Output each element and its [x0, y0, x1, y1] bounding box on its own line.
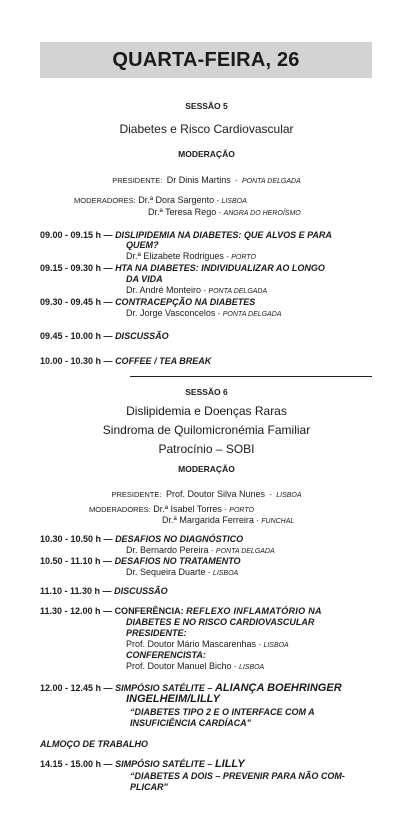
session6-title-line1: Dislipidemia e Doenças Raras: [126, 404, 287, 418]
item-time: 11.30 - 12.00 h —: [40, 606, 113, 616]
schedule-item: [40, 606, 322, 616]
item-place: LISBOA: [212, 570, 239, 577]
session5-title: Diabetes e Risco Cardiovascular: [119, 122, 294, 136]
lunch-label: ALMOÇO DE TRABALHO: [40, 739, 148, 749]
item-quote-line2: INSUFICIÊNCIA CARDÍACA": [130, 718, 251, 728]
item-title: DESAFIOS NO TRATAMENTO: [114, 556, 241, 566]
conference-prefix: CONFERÊNCIA:: [114, 606, 184, 616]
president-place: LISBOA: [276, 492, 302, 499]
president-label: PRESIDENTE:: [111, 490, 162, 499]
session6-title-line3: Patrocínio – SOBI: [158, 442, 255, 456]
item-title-cont: DA VIDA: [126, 274, 163, 284]
item-title: COFFEE / TEA BREAK: [115, 356, 212, 366]
day-title: QUARTA-FEIRA, 26: [112, 48, 300, 71]
item-title: DESAFIOS NO DIAGNÓSTICO: [115, 534, 244, 544]
moderator2-place: ANGRA DO HEROÍSMO: [223, 210, 301, 217]
session6-moderation: MODERAÇÃO: [178, 464, 235, 474]
schedule-item: [40, 297, 255, 307]
moderators-label: MODERADORES:: [74, 196, 136, 205]
schedule-item: [40, 759, 245, 769]
president-place: PONTA DELGADA: [242, 178, 301, 185]
conference-president-place: LISBOA: [263, 642, 289, 649]
item-time: 09.00 - 09.15 h —: [40, 230, 113, 240]
session6-moderator2: Dr.ª Margarida Ferreira - FUNCHAL: [162, 515, 295, 525]
conference-lecturer-label: CONFERENCISTA:: [126, 650, 206, 660]
item-time: 10.30 - 10.50 h —: [40, 534, 113, 544]
symposium-prefix: SIMPÓSIO SATÉLITE –: [115, 759, 213, 769]
moderator2-place: FUNCHAL: [261, 518, 295, 525]
session5-president: PRESIDENTE: Dr Dinis Martins - PONTA DELGADA: [112, 175, 301, 185]
item-title: CONTRACEPÇÃO NA DIABETES: [115, 297, 256, 307]
item-time: 12.00 - 12.45 h —: [40, 683, 113, 693]
moderator1-place: LISBOA: [221, 198, 247, 205]
item-time: 11.10 - 11.30 h —: [40, 586, 112, 596]
item-quote-line1: “DIABETES TIPO 2 E O INTERFACE COM A: [130, 707, 315, 717]
president-label: PRESIDENTE:: [112, 176, 163, 185]
session6-title-line2: Sindroma de Quilomicronémia Familiar: [102, 423, 311, 437]
session5-moderation: MODERAÇÃO: [178, 149, 235, 159]
item-speaker: Dr. Jorge Vasconcelos: [126, 308, 216, 318]
moderator1-name: Dr.ª Dora Sargento: [138, 195, 215, 205]
item-title: LILLY: [214, 758, 245, 770]
item-speaker: Dr. Sequeira Duarte: [126, 567, 206, 577]
schedule-item: [40, 586, 168, 596]
item-time: 14.15 - 15.00 h —: [40, 759, 113, 769]
moderator2-name: Dr.ª Margarida Ferreira: [162, 515, 254, 525]
item-title-cont: QUEM?: [126, 240, 159, 250]
item-time: 09.15 - 09.30 h —: [40, 263, 113, 273]
session6-label: SESSÃO 6: [185, 387, 228, 397]
conference-president-label: PRESIDENTE:: [126, 628, 187, 638]
moderator1-place: PORTO: [229, 507, 254, 514]
item-speaker-row: Dr. Bernardo Pereira - PONTA DELGADA: [126, 545, 275, 555]
item-speaker-row: Dr. Jorge Vasconcelos - PONTA DELGADA: [126, 308, 282, 318]
item-place: PONTA DELGADA: [215, 548, 275, 555]
item-title-cont: INGELHEIM/LILLY: [126, 693, 220, 705]
session6-moderator1: MODERADORES: Dr.ª Isabel Torres - PORTO: [89, 504, 254, 514]
symposium-prefix: SIMPÓSIO SATÉLITE –: [115, 683, 213, 693]
schedule-item: [40, 331, 169, 341]
session6-president: PRESIDENTE: Prof. Doutor Silva Nunes - LISBOA: [111, 489, 302, 499]
item-title: REFLEXO INFLAMATÓRIO NA: [186, 606, 322, 616]
item-place: PORTO: [231, 254, 256, 261]
section-divider: [130, 376, 372, 377]
schedule-item: [40, 556, 241, 566]
item-speaker: Dr. André Monteiro: [126, 285, 202, 295]
session5-moderator1: MODERADORES: Dr.ª Dora Sargento - LISBOA: [74, 195, 247, 205]
schedule-item: [40, 534, 243, 544]
conference-president-name: Prof. Doutor Mário Mascarenhas: [126, 639, 257, 649]
item-time: 10.50 - 11.10 h —: [40, 556, 113, 566]
session5-moderator2: Dr.ª Teresa Rego - ANGRA DO HEROÍSMO: [148, 207, 301, 217]
item-title: DISCUSSÃO: [114, 586, 168, 596]
conference-lecturer-row: Prof. Doutor Manuel Bicho - LISBOA: [126, 661, 265, 671]
president-name: Dr Dinis Martins: [166, 175, 231, 185]
item-quote-line2: PLICAR": [130, 782, 168, 792]
item-title: ALIANÇA BOEHRINGER: [214, 682, 342, 694]
schedule-item: [40, 683, 342, 693]
moderators-label: MODERADORES:: [89, 505, 151, 514]
item-time: 09.45 - 10.00 h —: [40, 331, 113, 341]
item-speaker-row: Dr. André Monteiro - PONTA DELGADA: [126, 285, 268, 295]
day-header: [40, 42, 372, 78]
item-time: 09.30 - 09.45 h —: [40, 297, 113, 307]
item-speaker-row: Dr.ª Elizabete Rodrigues - PORTO: [126, 251, 256, 261]
item-place: PONTA DELGADA: [222, 311, 282, 318]
item-title: HTA NA DIABETES: INDIVIDUALIZAR AO LONGO: [115, 263, 325, 273]
schedule-item: [40, 230, 332, 240]
president-name: Prof. Doutor Silva Nunes: [165, 489, 265, 499]
item-title-cont: DIABETES E NO RISCO CARDIOVASCULAR: [126, 617, 315, 627]
item-speaker-row: Dr. Sequeira Duarte - LISBOA: [126, 567, 239, 577]
moderator1-name: Dr.ª Isabel Torres: [153, 504, 222, 514]
item-quote-line1: “DIABETES A DOIS – PREVENIR PARA NÃO COM-: [130, 771, 345, 781]
session5-label: SESSÃO 5: [185, 101, 228, 111]
item-speaker: Dr.ª Elizabete Rodrigues: [126, 251, 224, 261]
item-time: 10.00 - 10.30 h —: [40, 356, 113, 366]
conference-president-row: Prof. Doutor Mário Mascarenhas - LISBOA: [126, 639, 289, 649]
item-title: DISLIPIDEMIA NA DIABETES: QUE ALVOS E PARA: [115, 230, 332, 240]
item-title: DISCUSSÃO: [115, 331, 169, 341]
moderator2-name: Dr.ª Teresa Rego: [148, 207, 217, 217]
item-place: PONTA DELGADA: [208, 288, 268, 295]
item-speaker: Dr. Bernardo Pereira: [126, 545, 209, 555]
schedule-item: [40, 263, 325, 273]
schedule-item: [40, 356, 211, 366]
conference-lecturer-place: LISBOA: [238, 664, 265, 671]
conference-lecturer-name: Prof. Doutor Manuel Bicho: [126, 661, 232, 671]
